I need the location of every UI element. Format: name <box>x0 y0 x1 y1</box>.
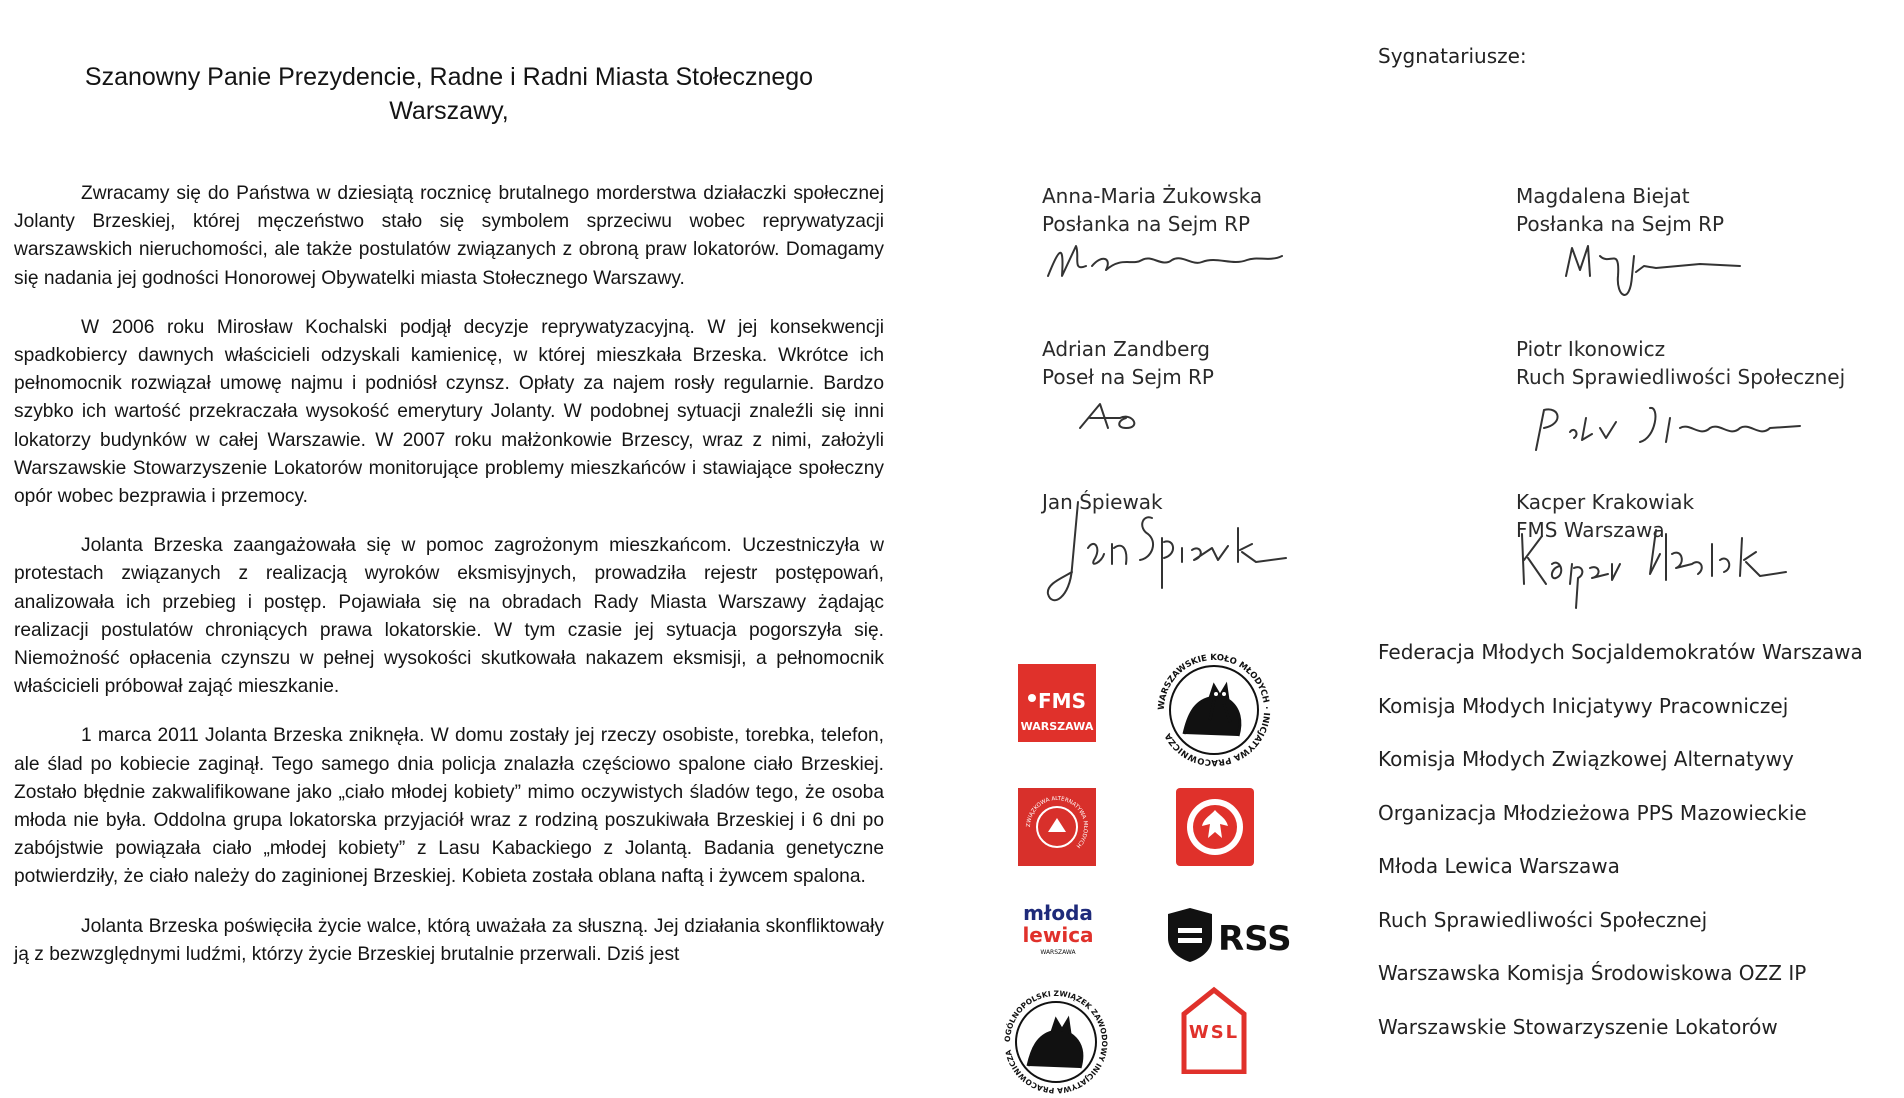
signature-zandberg <box>1076 398 1156 438</box>
signatories-header: Sygnatariusze: <box>1378 44 1527 68</box>
kolo-mlodych-ip-logo <box>1154 650 1274 770</box>
signature-spiewak <box>1042 498 1292 618</box>
organizations-list <box>1378 638 1863 1066</box>
signer-ikonowicz <box>1516 335 1845 391</box>
signer-name: Kacper Krakowiak <box>1516 490 1695 514</box>
rss-logo <box>1162 904 1292 964</box>
letter-paragraph: 1 marca 2011 Jolanta Brzeska zniknęła. W domu zostały jej rzeczy osobiste, torebka, telefon, ale ślad po kobiecie zaginął. Tego samego dnia policja znalazła częściowo spalone ciało Brzeskiej. Zostało błędnie zakwalifikowane jako „ciało młodej kobiety” mimo oczywistych śladów tego, że osoba młoda nie była. Oddolna grupa lokatorska przyjaciół wraz z rodziną poszukiwała Brzeskiej i 6 dni po zabójstwie powiązała ciało „młodej kobiety” z Lasu Kabackiego z Jolantą. Badania genetyczne potwierdziły, że ciało należy do zaginionej Brzeskiej. Kobieta została oblana naftą i żywcem spalona. <box>14 725 884 888</box>
letter-title-line1: Szanowny Panie Prezydencie, Radne i Radni Miasta Stołecznego <box>84 63 814 91</box>
signer-name: Piotr Ikonowicz <box>1516 337 1666 361</box>
letter-title <box>14 60 884 128</box>
signer-name: Adrian Zandberg <box>1042 337 1210 361</box>
signer-role: Ruch Sprawiedliwości Społecznej <box>1516 365 1846 389</box>
letter-paragraph: Jolanta Brzeska poświęciła życie walce, którą uważała za słuszną. Jej działania skonfliktowały ją z bezwzględnymi ludźmi, którzy życie Brzeskiej brutalnie przerwali. Dziś jest <box>14 915 884 965</box>
organization-item: Warszawska Komisja Środowiskowa OZZ IP <box>1378 961 1807 985</box>
ozz-ip-logo <box>1000 986 1112 1098</box>
pps-mazowieckie-logo <box>1176 788 1254 866</box>
letter-paragraph: Jolanta Brzeska zaangażowała się w pomoc zagrożonym mieszkańcom. Uczestniczyła w protestach związanych z realizacją wyroków eksmisyjnych, prowadziła rejestr postępowań, analizowała ich przebieg i postęp. Pojawiała się na obradach Rady Miasta Warszawy żądając realizacji postulatów chroniących prawa lokatorskie. W tym czasie jej sytuacja pogorszyła się. Niemożność opłacenia czynszu w pełnej wysokości skutkowała nakazem eksmisji, a pełnomocnik właścicieli próbował zająć mieszkanie. <box>14 535 884 698</box>
signer-role: Posłanka na Sejm RP <box>1042 212 1251 236</box>
signer-zandberg <box>1042 335 1214 391</box>
organization-item: Warszawskie Stowarzyszenie Lokatorów <box>1378 1014 1778 1039</box>
signer-name: Jan Śpiewak <box>1042 490 1163 514</box>
letter-paragraph: Zwracamy się do Państwa w dziesiątą rocznicę brutalnego morderstwa działaczki społecznej Jolanty Brzeskiej, której męczeństwo stało się symbolem sprzeciwu wobec reprywatyzacji warszawskich nieruchomości, ale także postulatów związanych z obroną praw lokatorów. Domagamy się nadania jej godności Honorowej Obywatelki miasta Stołecznego Warszawy. <box>14 183 884 289</box>
signer-name: Magdalena Biejat <box>1516 184 1690 208</box>
letter-paragraph: W 2006 roku Mirosław Kochalski podjął decyzje reprywatyzacyjną. W jej konsekwencji spadkobiercy dawnych właścicieli odzyskali kamienicę, w której mieszkała Brzeska. Wkrótce ich pełnomocnik rozwiązał umowę najmu i podniósł czynsz. Opłaty za najem rosły regularnie. Bardzo szybko ich wartość przekraczała wysokość emerytury Jolanty. W podobnej sytuacji znaleźli się inni lokatorzy budynków w całej Warszawie. W 2007 roku małżonkowie Brzescy, wraz z nimi, założyli Warszawskie Stowarzyszenie Lokatorów monitorujące problemy mieszkańców i stawiające społeczny opór wobec bezprawia i przemocy. <box>14 316 884 508</box>
organization-item: Ruch Sprawiedliwości Społecznej <box>1378 907 1708 932</box>
signer-role: Poseł na Sejm RP <box>1042 365 1214 389</box>
signer-biejat <box>1516 182 1724 238</box>
signature-krakowiak <box>1516 524 1796 614</box>
signature-ikonowicz <box>1530 398 1810 458</box>
wsl-logo <box>1164 984 1264 1074</box>
zwiazkowa-alternatywa-logo <box>1018 788 1096 866</box>
mloda-lewica-logo <box>1014 900 1104 960</box>
ozz-logo-text: OGÓLNOPOLSKI ZWIĄZEK ZAWODOWY INICJATYWA PRACOWNICZA <box>1002 988 1110 1096</box>
signature-zukowska <box>1042 236 1292 286</box>
fms-logo-city: WARSZAWA <box>1020 720 1094 733</box>
wsl-logo-text: WSL <box>1188 1022 1240 1043</box>
letter-title-line2: Warszawy, <box>389 97 509 125</box>
ml-logo-line2: lewica <box>1022 923 1094 947</box>
za-logo-text: ZWIĄZKOWA ALTERNATYWA MŁODYCH <box>1025 795 1089 849</box>
organization-item: Komisja Młodych Inicjatywy Pracowniczej <box>1378 693 1789 718</box>
kolo-logo-text: WARSZAWSKIE KOŁO MŁODYCH · INICJATYWA PRACOWNICZA <box>1156 652 1272 768</box>
ml-logo-line1: młoda <box>1023 901 1093 925</box>
signer-role: Posłanka na Sejm RP <box>1516 212 1725 236</box>
signer-name: Anna-Maria Żukowska <box>1042 184 1263 208</box>
fms-warszawa-logo <box>1018 664 1096 742</box>
organization-item: Federacja Młodych Socjaldemokratów Warszawa <box>1378 640 1863 664</box>
organization-item: Młoda Lewica Warszawa <box>1378 854 1620 878</box>
letter <box>14 60 884 990</box>
organization-item: Organizacja Młodzieżowa PPS Mazowieckie <box>1378 800 1807 825</box>
signer-role: FMS Warszawa <box>1516 518 1665 542</box>
ml-logo-line3: WARSZAWA <box>1040 949 1076 956</box>
organization-item: Komisja Młodych Związkowej Alternatywy <box>1378 747 1794 771</box>
rss-logo-text: RSS <box>1218 919 1292 959</box>
signature-biejat <box>1560 236 1760 316</box>
fms-logo-text: FMS <box>1038 689 1086 713</box>
signer-zukowska <box>1042 182 1262 238</box>
